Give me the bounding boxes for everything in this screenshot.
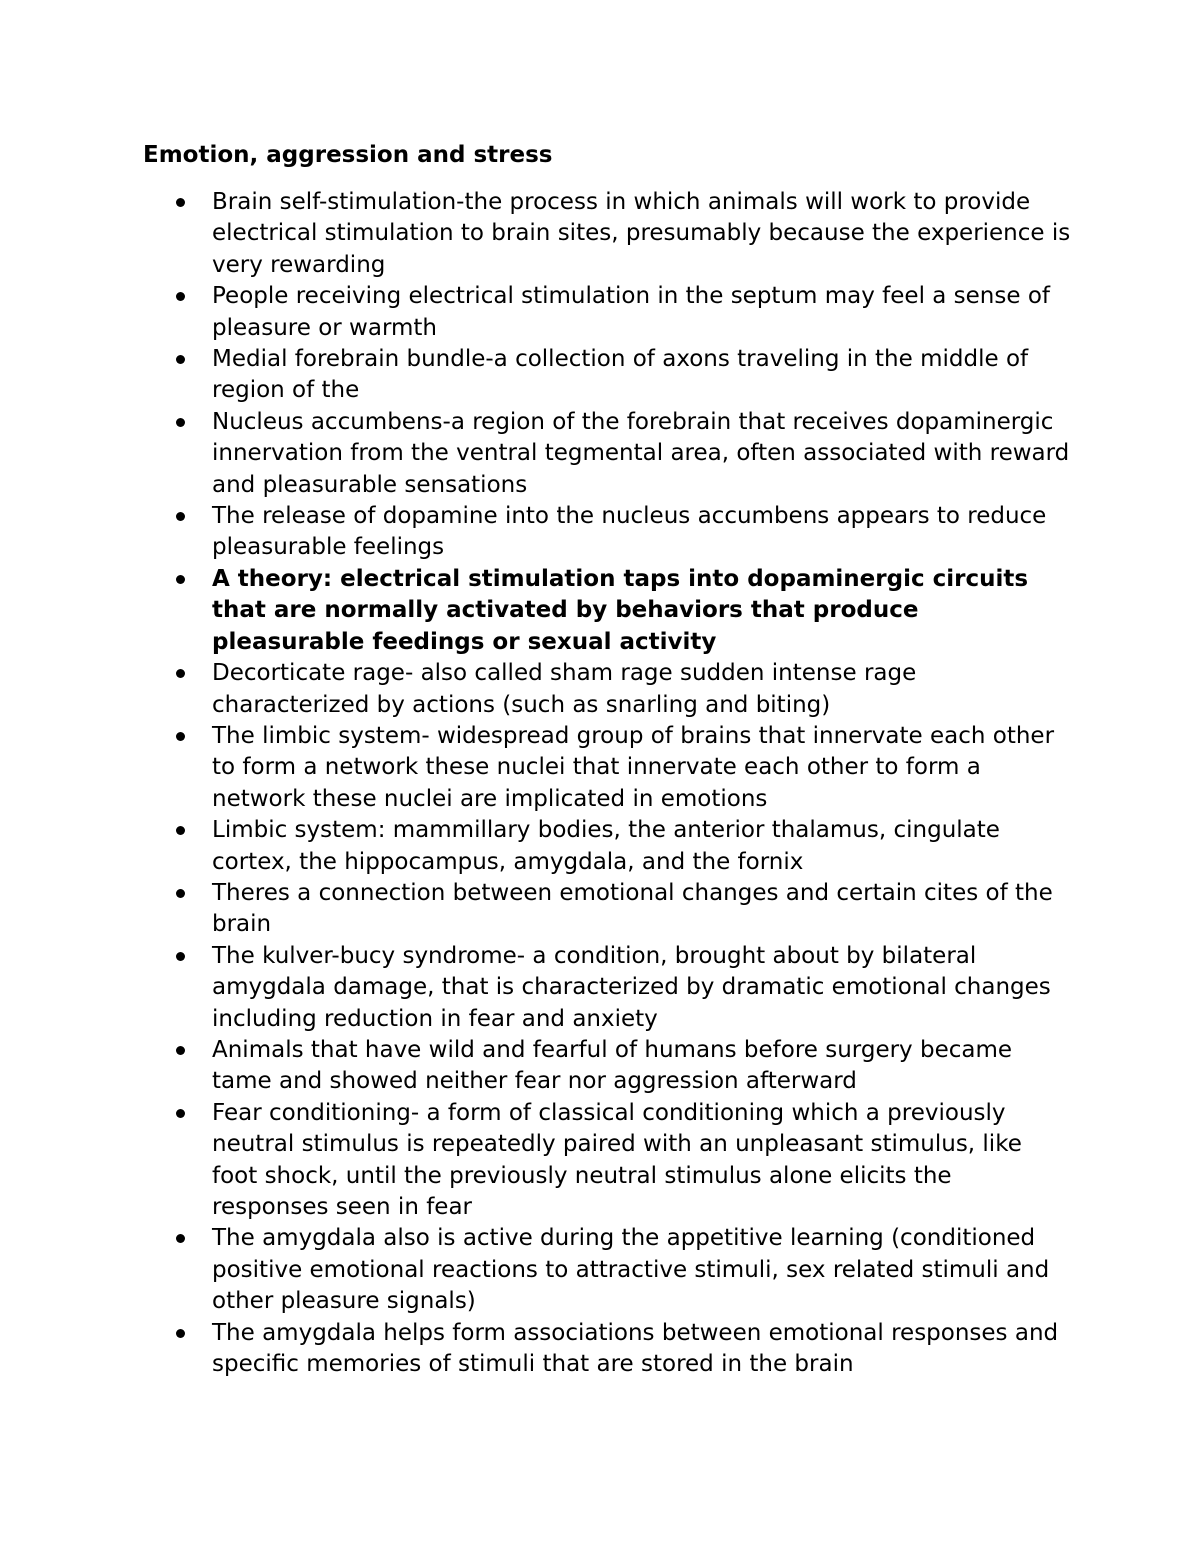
- bullet-icon: [176, 1234, 185, 1243]
- list-item: [143, 281, 1073, 344]
- bullet-icon: [176, 575, 185, 584]
- list-item: [143, 721, 1073, 815]
- list-item: [143, 1098, 1073, 1224]
- bullet-list: [143, 187, 1073, 1380]
- list-item: [143, 501, 1073, 564]
- list-item-text: Nucleus accumbens-a region of the forebrain that receives dopaminergic innervation from the ventral tegmental area, often associated with reward and pleasurable sensations: [212, 408, 1070, 498]
- bullet-icon: [176, 355, 185, 364]
- list-item: [143, 1223, 1073, 1317]
- list-item-text: Animals that have wild and fearful of humans before surgery became tame and showed neither fear nor aggression afterward: [212, 1036, 1013, 1095]
- bullet-icon: [176, 512, 185, 521]
- list-item-text: Medial forebrain bundle-a collection of axons traveling in the middle of region of the: [212, 346, 1029, 404]
- list-item-text: Theres a connection between emotional changes and certain cites of the brain: [212, 879, 1053, 938]
- bullet-icon: [176, 669, 185, 678]
- list-item: [143, 1318, 1073, 1381]
- list-item-text: The limbic system- widespread group of brains that innervate each other to form a network these nuclei that innervate each other to form a network these nuclei are implicated in emotions: [212, 722, 1055, 812]
- bullet-icon: [176, 198, 185, 207]
- bullet-icon: [176, 826, 185, 835]
- bullet-icon: [176, 952, 185, 961]
- list-item-text: People receiving electrical stimulation in the septum may feel a sense of pleasure or warmth: [212, 283, 1050, 341]
- list-item-text: The release of dopamine into the nucleus accumbens appears to reduce pleasurable feelings: [212, 503, 1047, 561]
- bullet-icon: [176, 292, 185, 301]
- list-item: [143, 941, 1073, 1035]
- list-item-text: Fear conditioning- a form of classical conditioning which a previously neutral stimulus is repeatedly paired with an unpleasant stimulus, like foot shock, until the previously neutral stimulus alone elicits the responses seen in fear: [212, 1099, 1022, 1220]
- list-item-text: The amygdala also is active during the appetitive learning (conditioned positive emotional reactions to attractive stimuli, sex related stimuli and other pleasure signals): [212, 1225, 1050, 1315]
- list-item: [143, 344, 1073, 407]
- list-item: [143, 1035, 1073, 1098]
- list-item-text: Limbic system: mammillary bodies, the anterior thalamus, cingulate cortex, the hippocampus, amygdala, and the fornix: [212, 817, 1000, 875]
- list-item-text: Brain self-stimulation-the process in which animals will work to provide electrical stimulation to brain sites, presumably because the experience is very rewarding: [212, 189, 1071, 278]
- list-item-text: A theory: electrical stimulation taps into dopaminergic circuits that are normally activated by behaviors that produce pleasurable feedings or sexual activity: [212, 565, 1029, 655]
- list-item: [143, 187, 1073, 281]
- bullet-icon: [176, 1046, 185, 1055]
- list-item-bold: [143, 564, 1073, 658]
- list-item: [143, 407, 1073, 501]
- document-title: Emotion, aggression and stress: [143, 142, 553, 168]
- bullet-icon: [176, 1329, 185, 1338]
- bullet-icon: [176, 732, 185, 741]
- list-item-text: The kulver-bucy syndrome- a condition, brought about by bilateral amygdala damage, that is characterized by dramatic emotional changes including reduction in fear and anxiety: [212, 942, 1051, 1032]
- bullet-icon: [176, 418, 185, 427]
- list-item: [143, 815, 1073, 878]
- list-item-text: The amygdala helps form associations between emotional responses and specific memories of stimuli that are stored in the brain: [212, 1319, 1059, 1378]
- list-item: [143, 878, 1073, 941]
- bullet-icon: [176, 889, 185, 898]
- list-item: [143, 658, 1073, 721]
- list-item-text: Decorticate rage- also called sham rage sudden intense rage characterized by actions (such as snarling and biting): [212, 660, 917, 718]
- bullet-icon: [176, 1109, 185, 1118]
